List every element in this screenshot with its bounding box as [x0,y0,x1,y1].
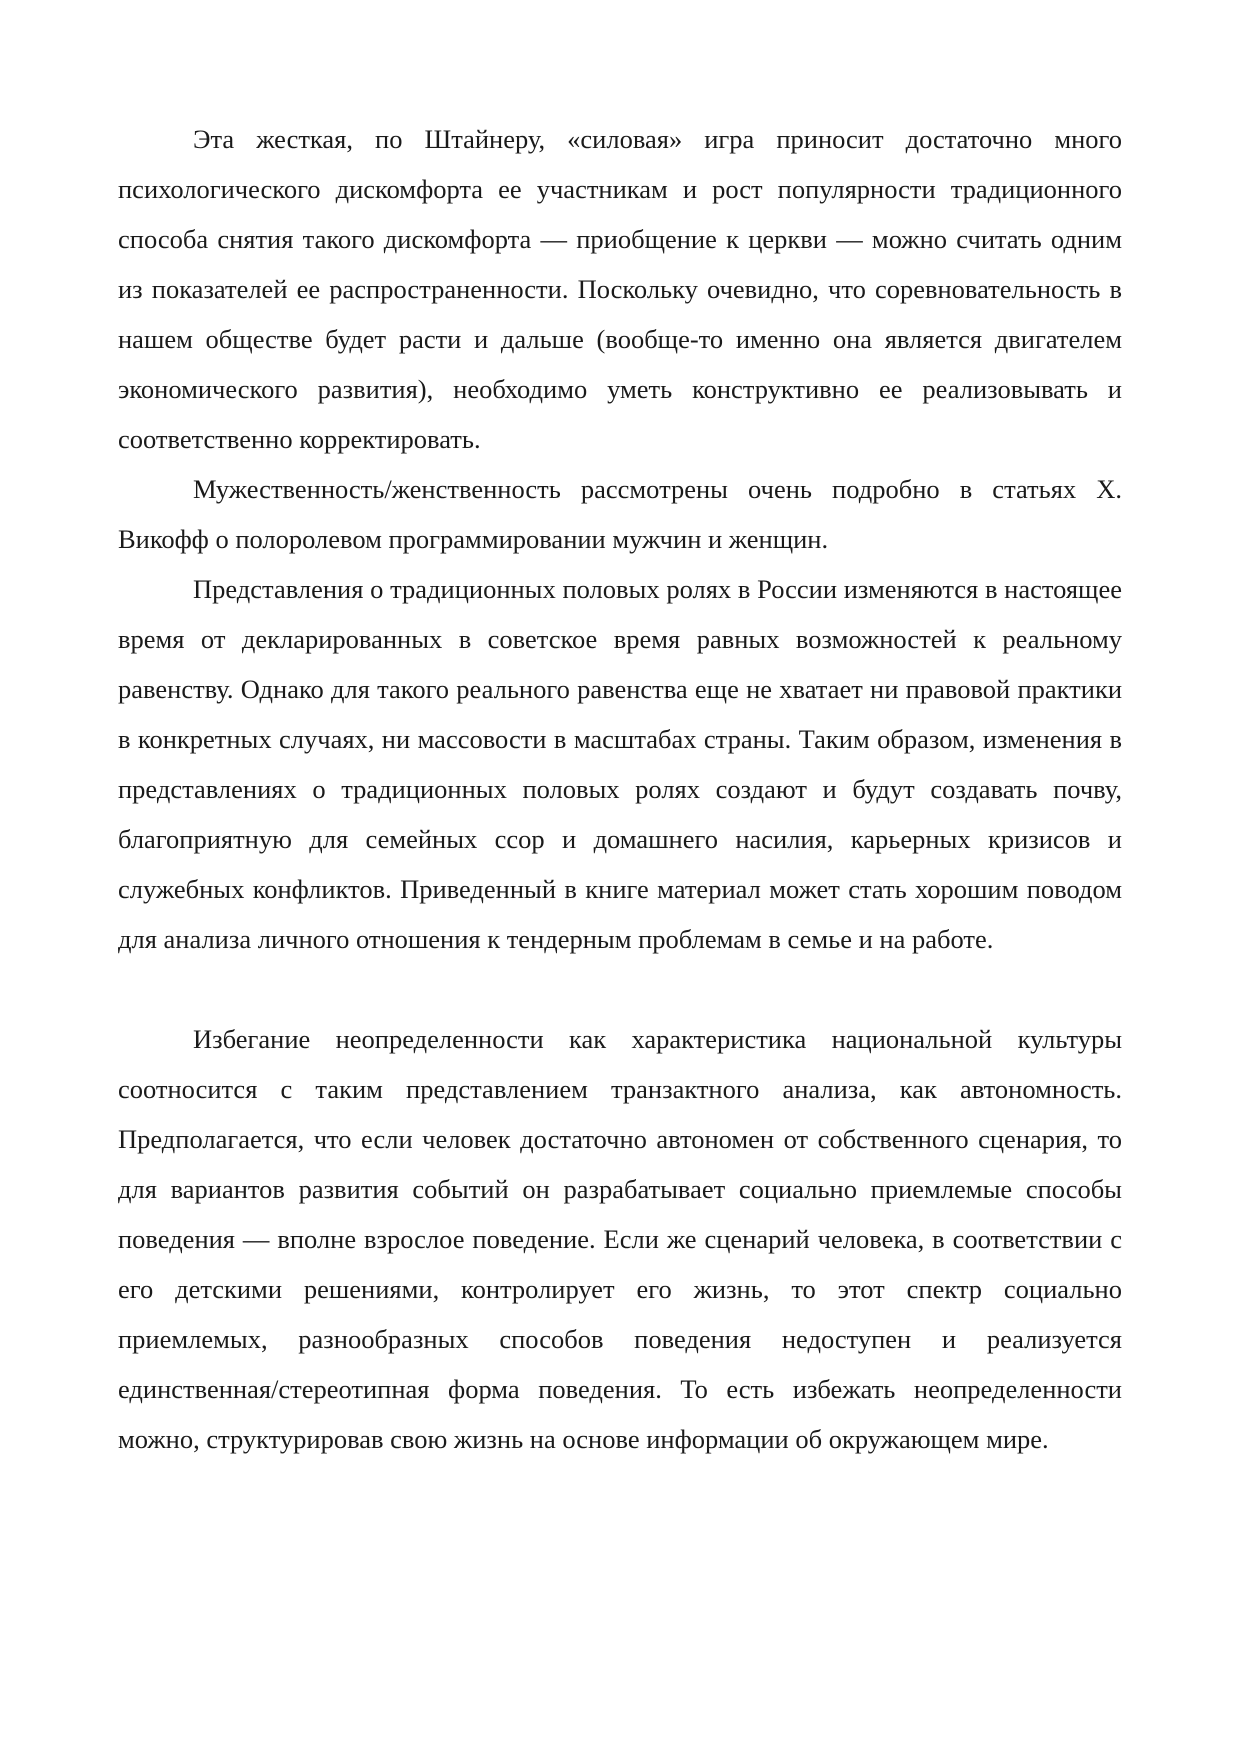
paragraph-masculinity: Мужественность/женственность рассмотрены очень подробно в статьях X. Викофф о полоролевом программировании мужчин и женщин. [118,474,1122,554]
document-body [118,114,1122,1464]
paragraph-uncertainty-avoidance: Избегание неопределенности как характеристика национальной культуры соотносится с таким представлением транзактного анализа, как автономность. Предполагается, что если человек достаточно автономен от собственного сценария, то для вариантов развития событий он разрабатывает социально приемлемые способы поведения — вполне взрослое поведение. Если же сценарий человека, в соответствии с его детскими решениями, контролирует его жизнь, то этот спектр социально приемлемых, разнообразных способов поведения недоступен и реализуется единственная/стереотипная форма поведения. То есть избежать неопределенности можно, структурировав свою жизнь на основе информации об окружающем мире. [118,1024,1122,1454]
paragraph-gender-roles: Представления о традиционных половых ролях в России изменяются в настоящее время от декларированных в советское время равных возможностей к реальному равенству. Однако для такого реального равенства еще не хватает ни правовой практики в конкретных случаях, ни массовости в масштабах страны. Таким образом, изменения в представлениях о традиционных половых ролях создают и будут создавать почву, благоприятную для семейных ссор и домашнего насилия, карьерных кризисов и служебных конфликтов. Приведенный в книге материал может стать хорошим поводом для анализа личного отношения к тендерным проблемам в семье и на работе. [118,574,1122,954]
paragraph-competitiveness: Эта жесткая, по Штайнеру, «силовая» игра приносит достаточно много психологического дискомфорта ее участникам и рост популярности традиционного способа снятия такого дискомфорта — приобщение к церкви — можно считать одним из показателей ее распространенности. Поскольку очевидно, что соревновательность в нашем обществе будет расти и дальше (вообще-то именно она является двигателем экономического развития), необходимо уметь конструктивно ее реализовывать и соответственно корректировать. [118,124,1122,454]
